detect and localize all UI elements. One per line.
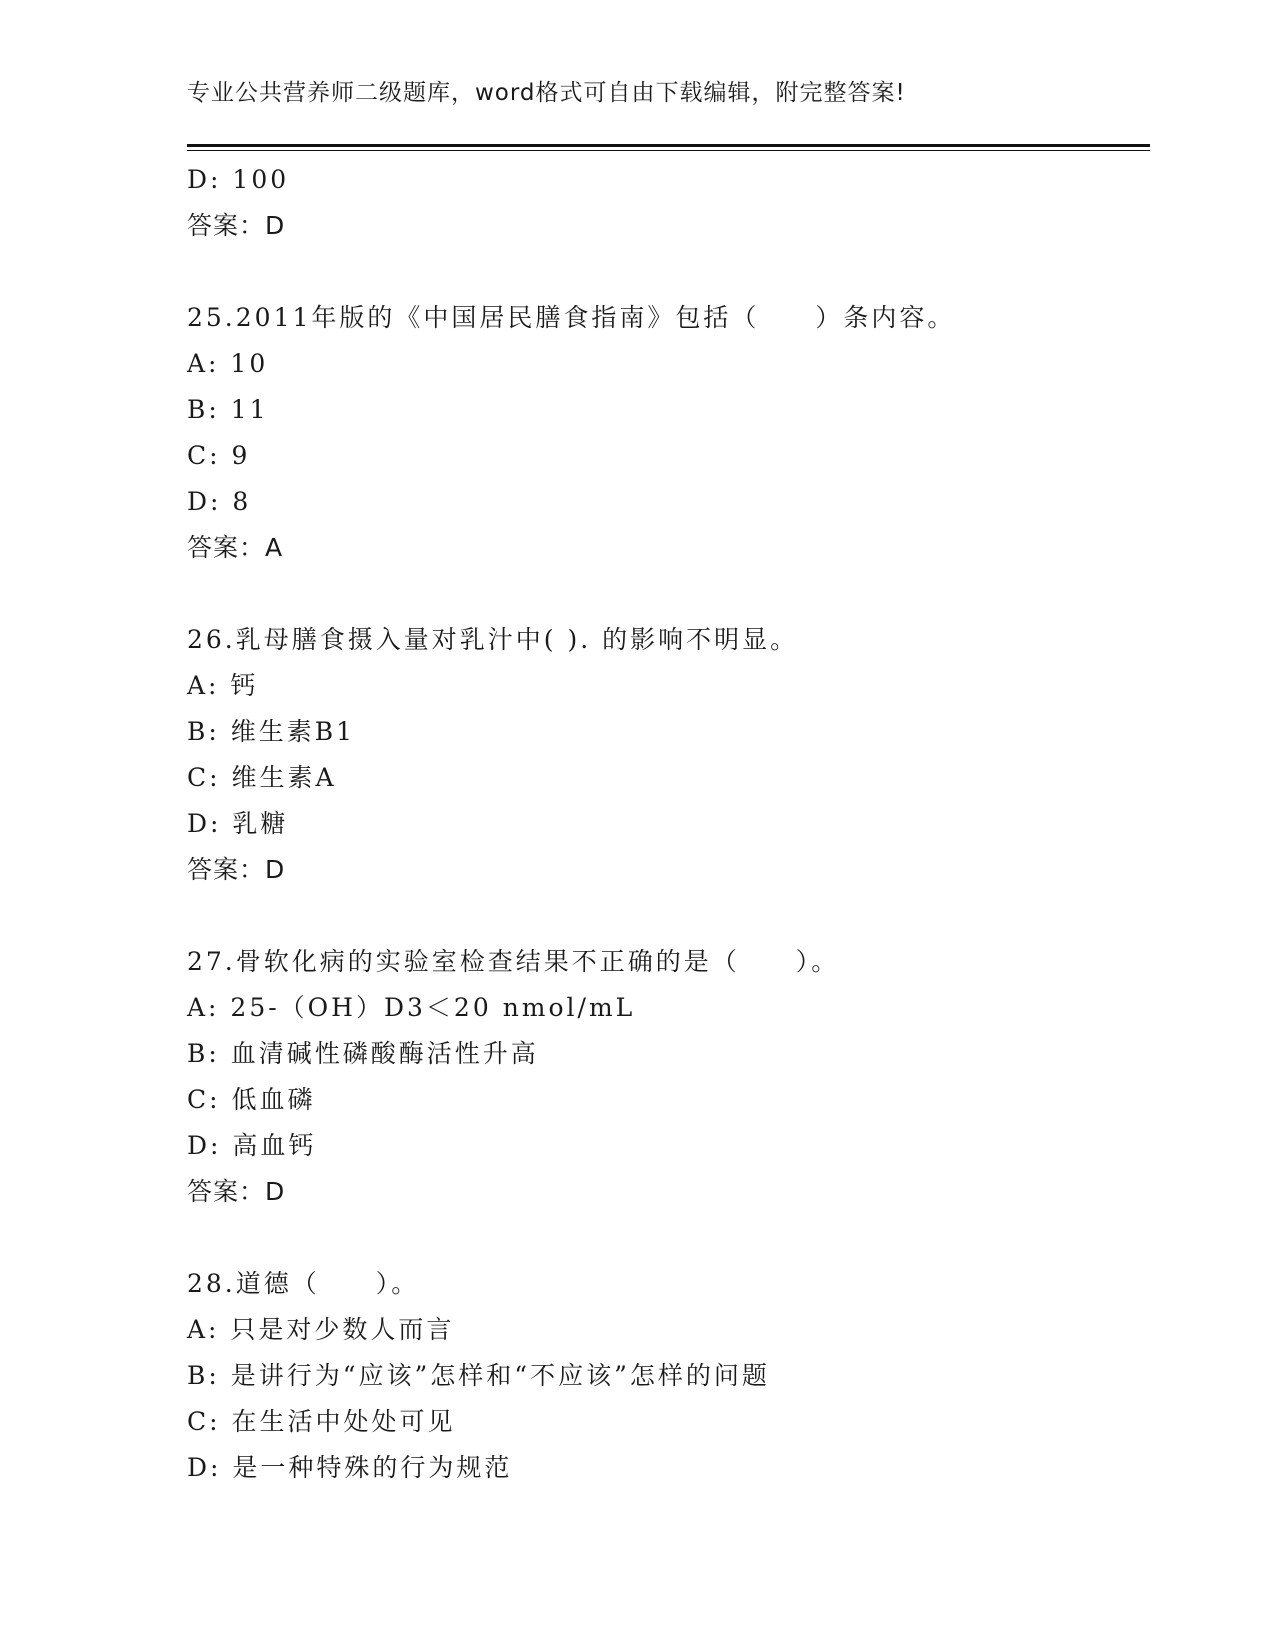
option-b: B: 11 bbox=[187, 395, 269, 424]
question-stem: 27.骨软化病的实验室检查结果不正确的是（ ）。 bbox=[187, 947, 840, 976]
option-a: A: 钙 bbox=[187, 671, 259, 700]
option-d: D: 乳糖 bbox=[187, 809, 289, 838]
question-stem: 28.道德（ ）。 bbox=[187, 1269, 420, 1298]
option-d: D: 8 bbox=[187, 487, 252, 516]
answer-line: 答案：A bbox=[187, 533, 284, 562]
option-d: D: 100 bbox=[187, 165, 290, 194]
option-b: B: 是讲行为“应该”怎样和“不应该”怎样的问题 bbox=[187, 1361, 770, 1390]
question-26 bbox=[187, 617, 1147, 893]
question-28 bbox=[187, 1261, 1147, 1491]
question-25 bbox=[187, 295, 1147, 571]
header-divider-thick bbox=[187, 144, 1150, 147]
option-c: C: 低血磷 bbox=[187, 1085, 316, 1114]
option-d: D: 高血钙 bbox=[187, 1131, 317, 1160]
option-a: A: 25-（OH）D3＜20 nmol/mL bbox=[187, 993, 636, 1022]
answer-line: 答案：D bbox=[187, 855, 286, 884]
option-b: B: 维生素B1 bbox=[187, 717, 356, 746]
option-d: D: 是一种特殊的行为规范 bbox=[187, 1453, 513, 1482]
option-b: B: 血清碱性磷酸酶活性升高 bbox=[187, 1039, 539, 1068]
question-stem: 25.2011年版的《中国居民膳食指南》包括（ ）条内容。 bbox=[187, 303, 956, 332]
option-c: C: 在生活中处处可见 bbox=[187, 1407, 456, 1436]
option-a: A: 10 bbox=[187, 349, 269, 378]
question-27 bbox=[187, 939, 1147, 1215]
question-content bbox=[187, 157, 1147, 1491]
answer-line: 答案：D bbox=[187, 1177, 286, 1206]
header-divider-thin bbox=[187, 150, 1150, 151]
answer-line: 答案：D bbox=[187, 211, 286, 240]
option-c: C: 维生素A bbox=[187, 763, 337, 792]
option-a: A: 只是对少数人而言 bbox=[187, 1315, 455, 1344]
option-c: C: 9 bbox=[187, 441, 251, 470]
page-header: 专业公共营养师二级题库，word格式可自由下载编辑，附完整答案! bbox=[187, 80, 906, 106]
question-stem: 26.乳母膳食摄入量对乳汁中( ). 的影响不明显。 bbox=[187, 625, 799, 654]
